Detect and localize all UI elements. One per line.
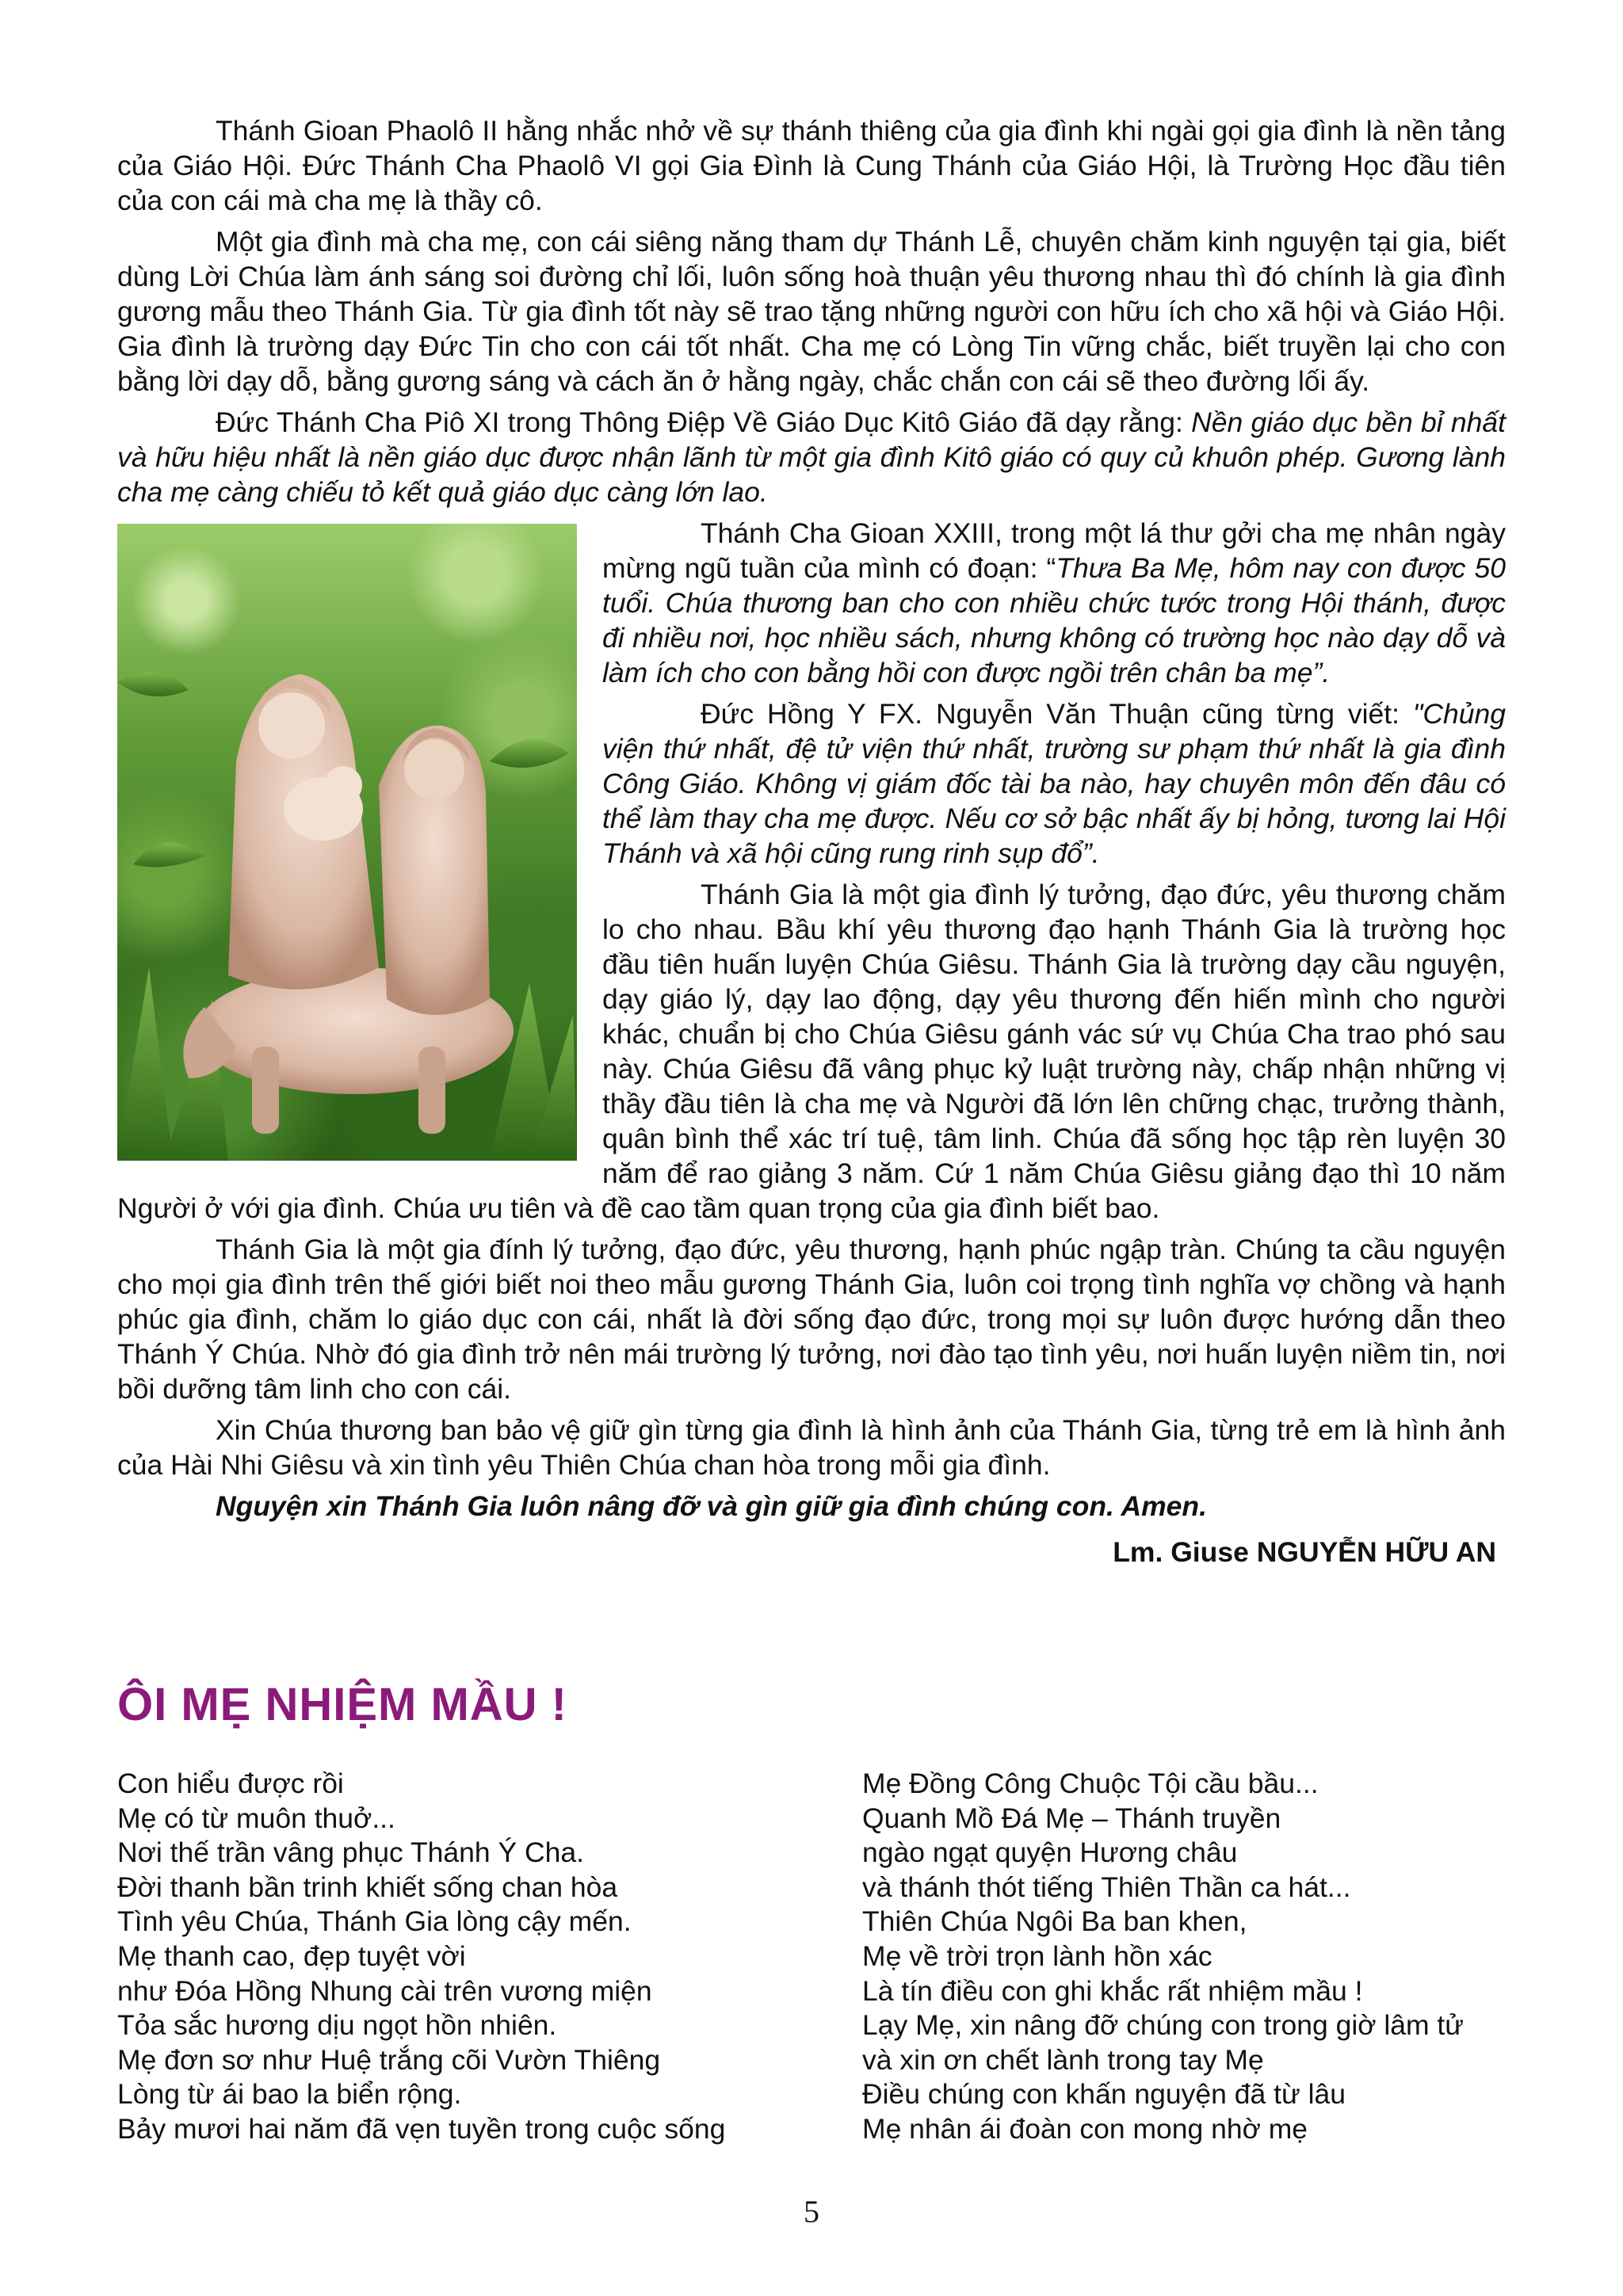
poem-right-column [862,1767,1512,2147]
paragraph-8: Xin Chúa thương ban bảo vệ giữ gìn từng gia đình là hình ảnh của Thánh Gia, từng trẻ em là hình ảnh của Hài Nhi Giêsu và xin tình yêu Thiên Chúa chan hòa trong mỗi gia đình. [117,1414,1506,1481]
poem-line: Mẹ Đồng Công Chuộc Tội cầu bầu... [862,1768,1319,1799]
paragraph-4-quote: Thưa Ba Mẹ, hôm nay con được 50 tuổi. Chúa thương ban cho con nhiều chức tước trong Hội thánh, được đi nhiều nơi, học nhiều sách, nhưng không có trường học nào dạy dỗ và làm ích cho con bằng hồi con được ngồi trên chân ba mẹ”. [602,552,1506,688]
poem-line: và thánh thót tiếng Thiên Thần ca hát... [862,1871,1351,1903]
poem-line: Quanh Mồ Đá Mẹ – Thánh truyền [862,1802,1281,1834]
poem-line: Mẹ về trời trọn lành hồn xác [862,1939,1212,1972]
closing-prayer: Nguyện xin Thánh Gia luôn nâng đỡ và gìn giữ gia đình chúng con. Amen. [216,1490,1207,1522]
paragraph-5-quote: "Chủng viện thứ nhất, đệ tử viện thứ nhất, trường sư phạm thứ nhất là gia đình Công Giáo. Không vị giám đốc tài ba nào, hay chuyên môn đến đâu có thể làm thay cha mẹ được. Nếu cơ sở bậc nhất ấy bị hỏng, tương lai Hội Thánh và xã hội cũng rung rinh sụp đổ”. [602,698,1506,869]
poem-line: Tỏa sắc hương dịu ngọt hồn nhiên. [117,2009,557,2042]
statue-illustration [117,524,577,1161]
paragraph-2: Một gia đình mà cha mẹ, con cái siêng năng tham dự Thánh Lễ, chuyên chăm kinh nguyện tại gia, biết dùng Lời Chúa làm ánh sáng soi đường chỉ lối, luôn sống hoà thuận yêu thương nhau thì đó chính là gia đình gương mẫu theo Thánh Gia. Từ gia đình tốt này sẽ trao tặng những người con hữu ích cho xã hội và Giáo Hội. Gia đình là trường dạy Đức Tin cho con cái tốt nhất. Cha mẹ có Lòng Tin vững chắc, biết truyền lại cho con bằng lời dạy dỗ, bằng gương sáng và cách ăn ở hằng ngày, chắc chắn con cái sẽ theo đường lối ấy. [117,226,1506,397]
poem-line: Bảy mươi hai năm đã vẹn tuyền trong cuộc sống [117,2112,726,2145]
poem-line: Lạy Mẹ, xin nâng đỡ chúng con trong giờ lâm tử [862,2009,1465,2042]
paragraph-4-intro: Thánh Cha Gioan XXIII, trong một lá thư gởi cha mẹ nhân ngày mừng ngũ tuần của mình có đoạn: “ [602,517,1506,584]
article-body [117,113,1506,1576]
poem-line: Mẹ đơn sơ như Huệ trắng cõi Vườn Thiêng [117,2043,661,2076]
poem-line: Thiên Chúa Ngôi Ba ban khen, [862,1905,1247,1938]
poem-line: Mẹ có từ muôn thuở... [117,1802,395,1834]
paragraph-3-quote: Nền giáo dục bền bỉ nhất và hữu hiệu nhất là nền giáo dục được nhận lãnh từ một gia đình Kitô giáo có quy củ khuôn phép. Gương lành cha mẹ càng chiếu tỏ kết quả giáo dục càng lớn lao. [117,406,1507,508]
poem-left-column [117,1767,831,2147]
poem-line: Đời thanh bần trinh khiết sống chan hòa [117,1871,618,1903]
paragraph-3-intro: Đức Thánh Cha Piô XI trong Thông Điệp Về Giáo Dục Kitô Giáo đã dạy rằng: [216,406,1192,438]
poem-line: ngào ngạt quyện Hương châu [862,1836,1238,1869]
poem-title: ÔI MẸ NHIỆM MẦU ! [117,1679,567,1730]
poem-line: Là tín điều con ghi khắc rất nhiệm mầu ! [862,1974,1363,2007]
poem-line: Lòng từ ái bao la biển rộng. [117,2078,462,2111]
poem-line: Nơi thế trần vâng phục Thánh Ý Cha. [117,1836,585,1869]
poem-line: như Đóa Hồng Nhung cài trên vương miện [117,1974,652,2007]
poem-line: Điều chúng con khấn nguyện đã từ lâu [862,2078,1346,2111]
author-signature: Lm. Giuse NGUYỄN HỮU AN [1113,1536,1496,1568]
poem-line: Tình yêu Chúa, Thánh Gia lòng cậy mến. [117,1905,632,1938]
paragraph-6: Thánh Gia là một gia đình lý tưởng, đạo đức, yêu thương chăm lo cho nhau. Bầu khí yêu thương đạo hạnh Thánh Gia là trường học đầu tiên huấn luyện Chúa Giêsu. Thánh Gia là trường dạy cầu nguyện, dạy giáo lý, dạy lao động, dạy yêu thương đến hiến mình cho người khác, chuẩn bị cho Chúa Giêsu gánh vác sứ vụ Chúa Cha trao phó sau này. Chúa Giêsu đã vâng phục kỷ luật trường này, chấp nhận những vị thầy đầu tiên là cha mẹ và Người đã lớn lên chững chạc, trưởng thành, quân bình thể xác trí tuệ, tâm linh. Chúa đã sống học tập rèn luyện 30 năm để rao giảng 3 năm. Cứ 1 năm Chúa Giêsu giảng đạo thì 10 năm Người ở với gia đình. Chúa ưu tiên và đề cao tầm quan trọng của gia đình biết bao. [117,879,1506,1224]
paragraph-1: Thánh Gioan Phaolô II hằng nhắc nhở về sự thánh thiêng của gia đình khi ngài gọi gia đình là nền tảng của Giáo Hội. Đức Thánh Cha Phaolô VI gọi Gia Đình là Cung Thánh của Giáo Hội, là Trường Học đầu tiên của con cái mà cha mẹ là thầy cô. [117,115,1506,216]
paragraph-5-intro: Đức Hồng Y FX. Nguyễn Văn Thuận cũng từng viết: [701,698,1413,730]
poem-line: Con hiểu được rồi [117,1768,344,1799]
page-number: 5 [804,2194,819,2229]
paragraph-7: Thánh Gia là một gia đính lý tưởng, đạo đức, yêu thương, hạnh phúc ngập tràn. Chúng ta cầu nguyện cho mọi gia đình trên thế giới biết noi theo mẫu gương Thánh Gia, luôn coi trọng tình nghĩa vợ chồng và hạnh phúc gia đình, chăm lo giáo dục con cái, nhất là đời sống đạo đức, trong mọi sự luôn được hướng dẫn theo Thánh Ý Chúa. Nhờ đó gia đình trở nên mái trường lý tưởng, nơi đào tạo tình yêu, nơi huấn luyện niềm tin, nơi bồi dưỡng tâm linh cho con cái. [117,1234,1506,1405]
paragraph-3 [117,405,1506,509]
poem-line: và xin ơn chết lành trong tay Mẹ [862,2043,1264,2076]
holy-family-statue-image [117,524,577,1161]
poem-line: Mẹ nhân ái đoàn con mong nhờ mẹ [862,2112,1308,2145]
poem-line: Mẹ thanh cao, đẹp tuyệt vời [117,1939,466,1972]
